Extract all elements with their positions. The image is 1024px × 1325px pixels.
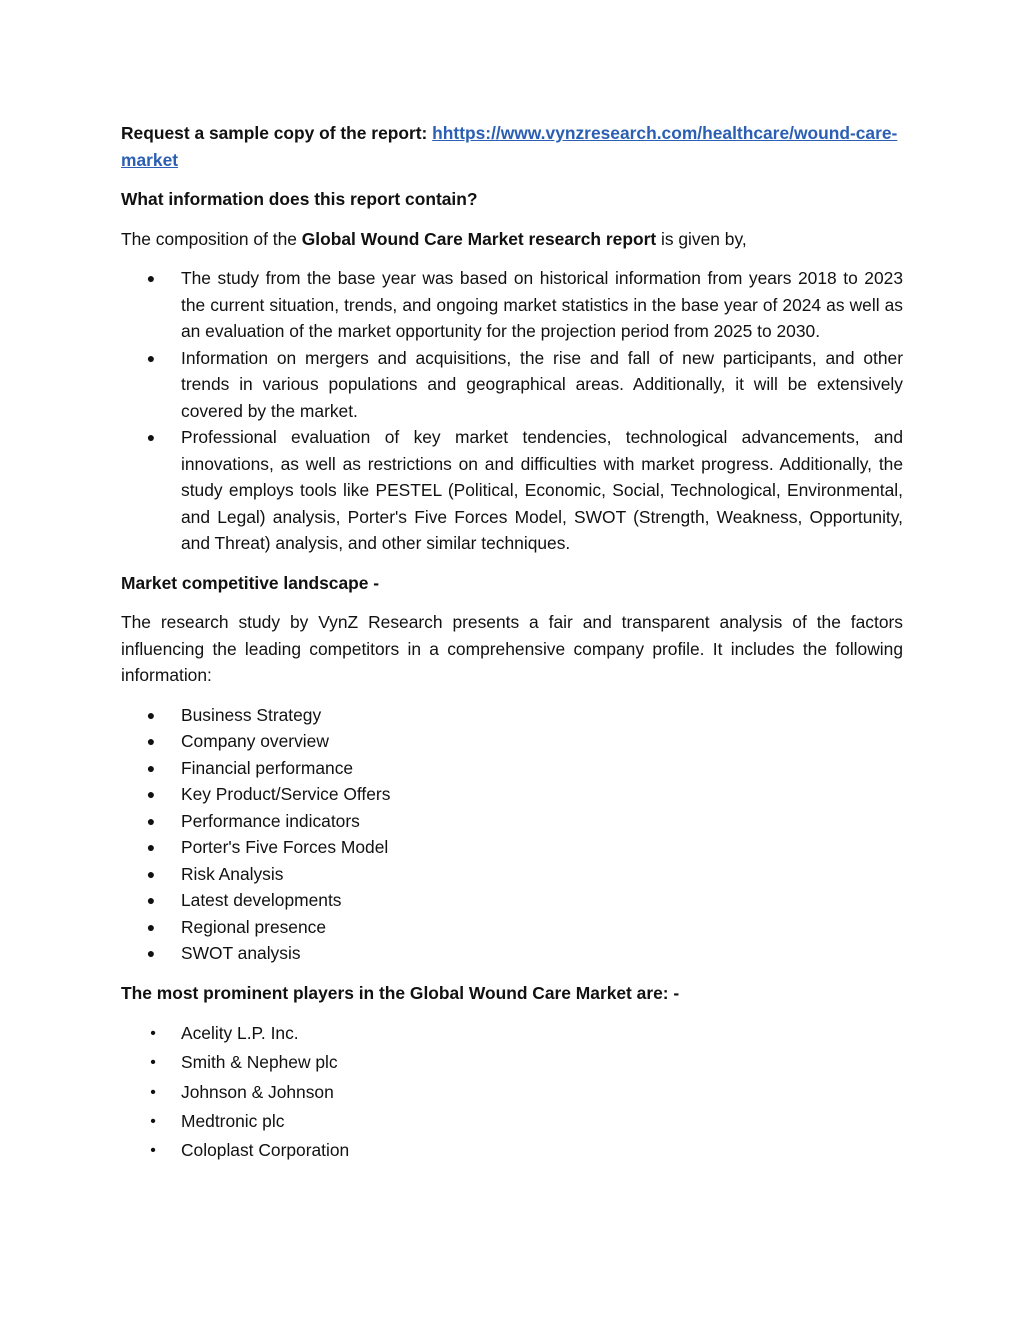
info-bullet-list [121,265,903,557]
bullet-icon: ● [146,839,156,855]
list-item-text: Risk Analysis [181,863,284,884]
bullet-icon: ● [146,865,156,882]
list-item-text: Professional evaluation of key market tendencies, technological advancements, and innovations, as well as restrictions on and difficulties with market progress. Additionally, the study employs tools like PESTEL (Political, Economic, Social, Technological, Environmental, and Legal) analysis, Porter's Five Forces Model, SWOT (Strength, Weakness, Opportunity, and Threat) analysis, and other similar techniques. [181,427,903,553]
players-heading: The most prominent players in the Global Wound Care Market are: - [121,982,680,1003]
list-item-text: Johnson & Johnson [181,1081,334,1102]
list-item-text: Key Product/Service Offers [181,784,391,804]
list-item-text: Information on mergers and acquisitions, the rise and fall of new participants, and other trends in various populations and geographical areas. Additionally, it will be extensively covered by the market. [181,347,903,421]
bullet-icon: • [150,1083,156,1101]
bullet-icon: ● [146,759,156,776]
list-item-text: Regional presence [181,916,327,937]
list-item [121,887,903,914]
list-item-text: The study from the base year was based on historical information from years 2018 to 2023 the current situation, trends, and ongoing market statistics in the base year of 2024 as well as an evaluation of the market opportunity for the projection period from 2025 to 2030. [181,268,903,341]
list-item [121,424,903,557]
list-item [121,861,903,888]
bullet-icon: ● [146,918,156,935]
list-item-text: SWOT analysis [181,943,301,963]
bullet-icon: ● [146,892,156,908]
bullet-icon: ● [146,706,156,723]
bullet-icon: ● [146,812,156,829]
bullet-icon: • [150,1112,156,1130]
list-item [121,914,903,941]
bullet-icon: • [150,1054,156,1072]
list-item [121,1107,903,1136]
list-item [121,345,903,425]
list-item-text: Performance indicators [181,810,360,831]
list-item-text: Acelity L.P. Inc. [181,1023,299,1043]
intro-prefix: The composition of the [121,228,302,249]
bullet-icon: • [150,1025,156,1042]
request-sample-label: Request a sample copy of the report: [121,123,433,143]
bullet-icon: ● [146,349,156,366]
intro-bold: Global Wound Care Market research report [301,228,657,249]
list-item-text: Business Strategy [181,704,322,725]
list-item-text: Latest developments [181,890,342,910]
bullet-icon: ● [146,429,156,445]
list-item [121,940,903,967]
bullet-icon: ● [146,270,156,286]
list-item-text: Financial performance [181,757,354,778]
list-item [121,1136,903,1165]
list-item [121,755,903,782]
list-item [121,1078,903,1107]
info-heading: What information does this report contain? [121,189,478,209]
list-item-text: Smith & Nephew plc [181,1052,338,1073]
landscape-paragraph: The research study by VynZ Research presents a fair and transparent analysis of the factors influencing the leading competitors in a comprehensive company profile. It includes the following information: [121,612,903,685]
intro-suffix: is given by, [656,228,747,249]
list-item [121,1019,903,1048]
bullet-icon: ● [146,945,156,961]
bullet-icon: ● [146,786,156,802]
request-sample-line [121,120,903,173]
landscape-heading: Market competitive landscape - [121,572,380,593]
composition-intro [121,226,903,253]
list-item-text: Porter's Five Forces Model [181,837,389,857]
list-item-text: Coloplast Corporation [181,1140,350,1161]
list-item [121,265,903,345]
list-item [121,834,903,861]
profile-info-list [121,702,903,967]
players-list [121,1019,903,1165]
list-item [121,1048,903,1077]
document-page [121,120,903,1178]
list-item [121,808,903,835]
list-item [121,728,903,755]
list-item-text: Medtronic plc [181,1110,285,1131]
list-item [121,781,903,808]
bullet-icon: • [150,1142,156,1160]
list-item [121,702,903,729]
list-item-text: Company overview [181,731,329,751]
bullet-icon: ● [146,733,156,749]
report-link[interactable]: hhttps://www.vynzresearch.com/healthcare/wound-care-market [121,123,898,170]
